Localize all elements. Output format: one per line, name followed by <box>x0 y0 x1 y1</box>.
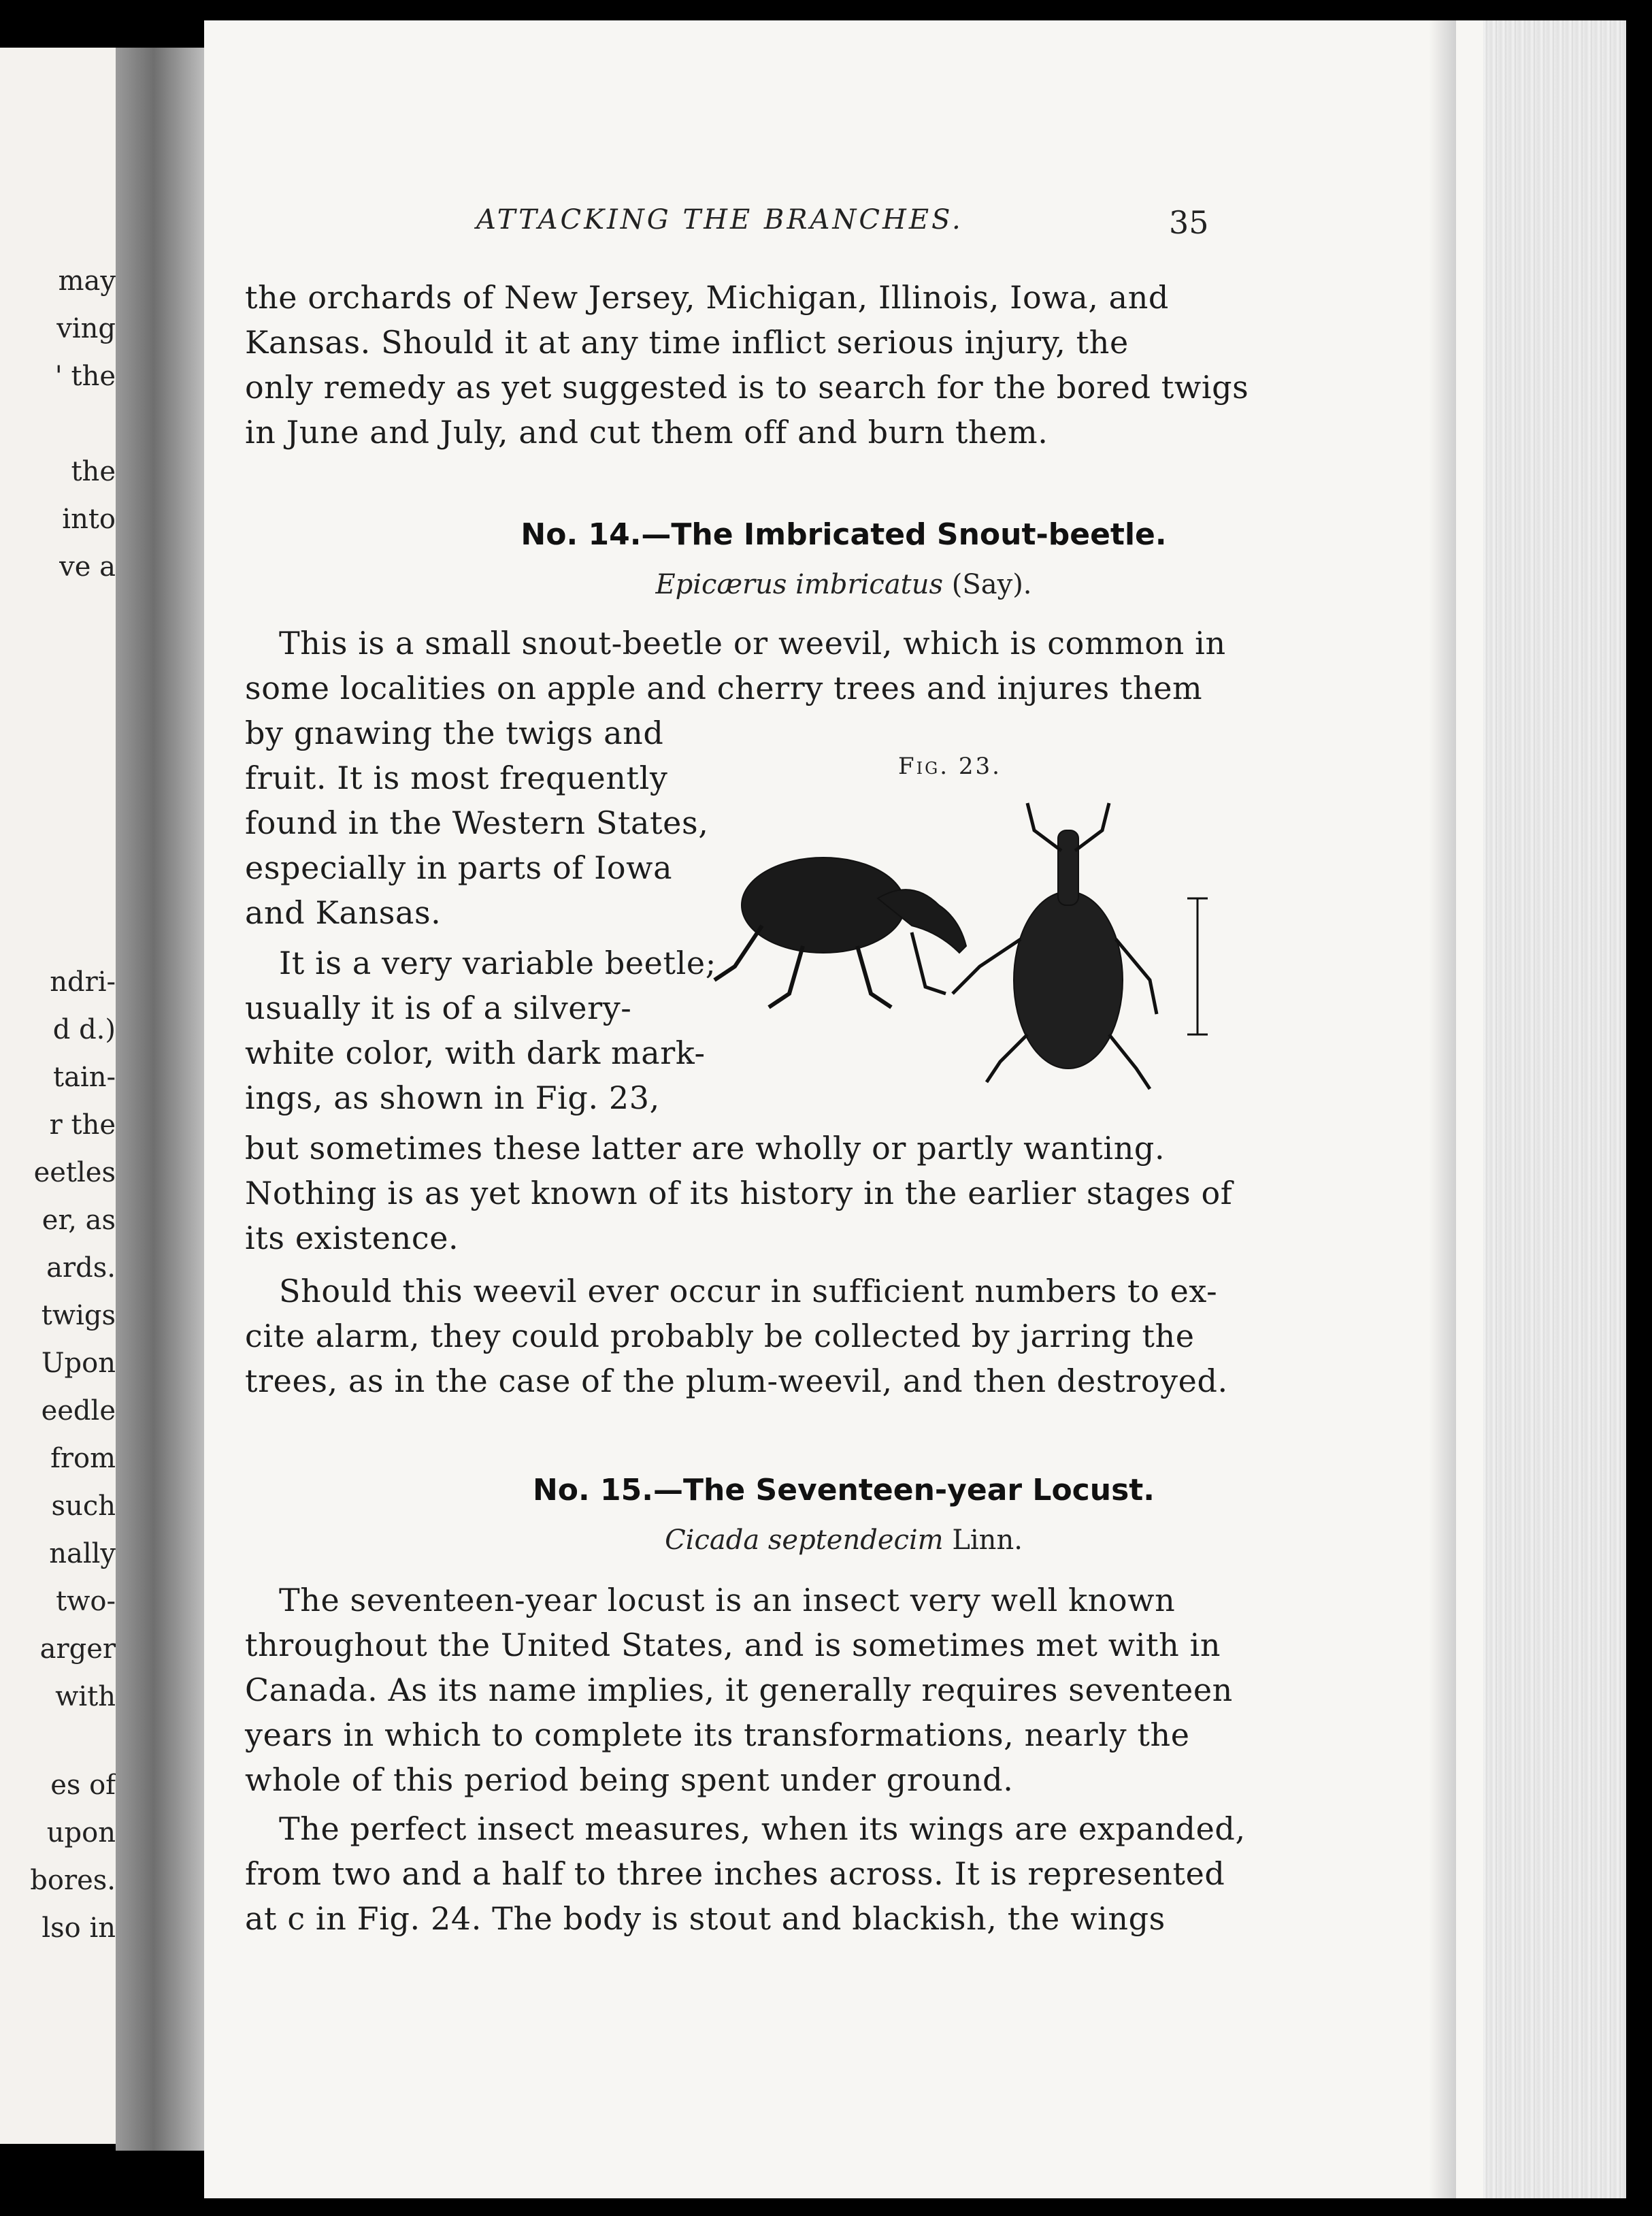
left-fragment: eedle <box>41 1395 116 1427</box>
left-fragment: ards. <box>46 1252 116 1284</box>
left-fragment: may <box>58 265 116 297</box>
text-line: only remedy as yet suggested is to search for the bored twigs <box>245 369 1249 406</box>
weevil-top-view <box>953 803 1157 1089</box>
text-line: throughout the United States, and is sometimes met with in <box>245 1627 1221 1663</box>
text-line: whole of this period being spent under ground. <box>245 1761 1014 1798</box>
text-line: white color, with dark mark- <box>245 1034 706 1071</box>
text-line: Should this weevil ever occur in sufficient numbers to ex- <box>279 1273 1218 1309</box>
left-fragment: two- <box>56 1586 116 1617</box>
left-fragment: ndri- <box>50 966 116 998</box>
text-line: from two and a half to three inches across. It is represented <box>245 1855 1225 1892</box>
left-fragment: twigs <box>41 1300 116 1331</box>
text-line: usually it is of a silvery- <box>245 990 632 1026</box>
text-line: cite alarm, they could probably be collected by jarring the <box>245 1318 1195 1354</box>
text-line: Canada. As its name implies, it generally requires seventeen <box>245 1672 1233 1708</box>
section-subheading-15 <box>204 1525 1483 1556</box>
text-line: Kansas. Should it at any time inflict serious injury, the <box>245 324 1129 361</box>
left-fragment: from <box>50 1443 116 1474</box>
text-line: in June and July, and cut them off and burn them. <box>245 414 1048 451</box>
section-heading-14: No. 14.—The Imbricated Snout-beetle. <box>521 517 1167 552</box>
left-fragment: such <box>51 1490 116 1522</box>
left-fragment: tain- <box>53 1062 116 1093</box>
text-line: years in which to complete its transformations, nearly the <box>245 1716 1190 1753</box>
running-header: ATTACKING THE BRANCHES. <box>476 204 963 235</box>
figure-label: Fig. 23. <box>898 753 1002 780</box>
text-line: The seventeen-year locust is an insect very well known <box>279 1582 1176 1618</box>
left-fragment: the <box>71 456 116 487</box>
text-line: fruit. It is most frequently <box>245 760 668 796</box>
page-number: 35 <box>1169 204 1209 241</box>
left-fragment: nally <box>49 1538 116 1569</box>
text-line: and Kansas. <box>245 894 442 931</box>
authority: Linn. <box>952 1525 1023 1556</box>
text-line: The perfect insect measures, when its wings are expanded, <box>279 1810 1246 1847</box>
left-fragment: arger <box>39 1633 116 1665</box>
text-line: found in the Western States, <box>245 804 709 841</box>
text-line: trees, as in the case of the plum-weevil, and then destroyed. <box>245 1363 1228 1399</box>
text-line: This is a small snout-beetle or weevil, which is common in <box>279 625 1226 662</box>
text-line: but sometimes these latter are wholly or partly wanting. <box>245 1130 1166 1167</box>
left-fragment: d d.) <box>52 1014 116 1045</box>
text-line: the orchards of New Jersey, Michigan, Illinois, Iowa, and <box>245 279 1169 316</box>
text-line: some localities on apple and cherry trees and injures them <box>245 670 1203 706</box>
authority: (Say). <box>951 569 1032 600</box>
page-edge-shadow <box>1429 20 1456 2198</box>
left-fragment: with <box>55 1681 116 1712</box>
latin-name: Cicada septendecim <box>665 1525 944 1556</box>
text-line: It is a very variable beetle; <box>279 945 716 981</box>
text-line: at c in Fig. 24. The body is stout and blackish, the wings <box>245 1900 1166 1937</box>
text-line: its existence. <box>245 1220 459 1256</box>
left-fragment: er, as <box>42 1205 116 1236</box>
weevil-side-view <box>714 858 966 1007</box>
left-fragment: es of <box>50 1770 116 1801</box>
left-fragment: ve a <box>59 551 116 583</box>
left-fragment: bores. <box>30 1865 116 1896</box>
text-line: especially in parts of Iowa <box>245 849 673 886</box>
left-fragment: into <box>62 504 116 535</box>
text-line: by gnawing the twigs and <box>245 715 664 751</box>
left-fragment: eetles <box>33 1157 116 1188</box>
weevil-illustration <box>708 789 1225 1103</box>
left-fragment: upon <box>46 1817 116 1848</box>
left-fragment: lso in <box>42 1912 116 1944</box>
text-line: ings, as shown in Fig. 23, <box>245 1079 660 1116</box>
latin-name: Epicærus imbricatus <box>655 569 944 600</box>
section-heading-15: No. 15.—The Seventeen-year Locust. <box>532 1473 1155 1508</box>
section-subheading-14 <box>204 569 1483 600</box>
left-fragment: ving <box>56 313 116 344</box>
scale-line <box>1187 898 1208 1034</box>
left-fragment: r the <box>49 1109 116 1141</box>
left-fragment: ' the <box>54 361 116 392</box>
text-line: Nothing is as yet known of its history in the earlier stages of <box>245 1175 1233 1211</box>
left-fragment: Upon <box>41 1348 116 1379</box>
